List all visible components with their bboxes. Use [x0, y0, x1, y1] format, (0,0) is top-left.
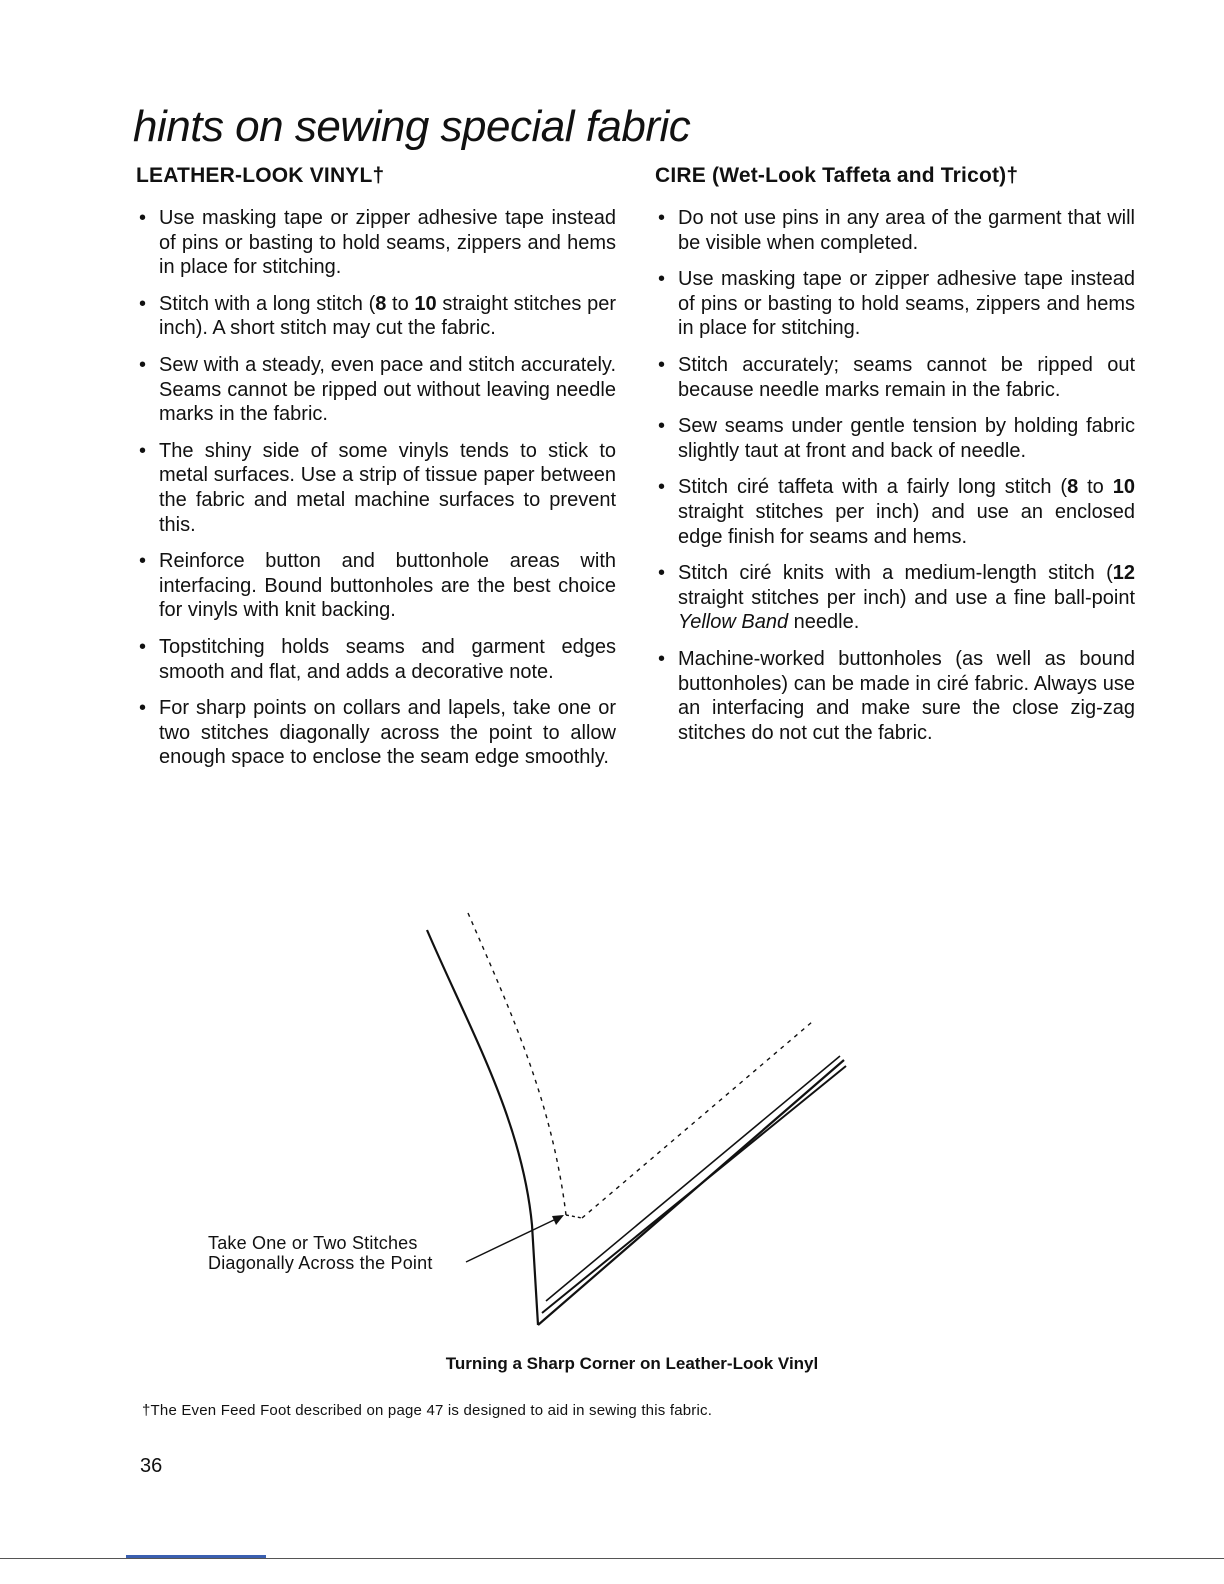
- list-item: • Topstitching holds seams and garment edges smooth and flat, and adds a decorative note.: [136, 635, 616, 684]
- list-item: • Use masking tape or zipper adhesive tape instead of pins or basting to hold seams, zippers and hems in place for stitching.: [655, 267, 1135, 341]
- page-number: 36: [140, 1455, 163, 1477]
- figure-callout: [208, 1233, 433, 1273]
- footnote: †The Even Feed Foot described on page 47 is designed to aid in sewing this fabric.: [142, 1402, 713, 1419]
- list-item: • Sew seams under gentle tension by holding fabric slightly taut at front and back of needle.: [655, 414, 1135, 463]
- list-item: • Stitch accurately; seams cannot be ripped out because needle marks remain in the fabric.: [655, 353, 1135, 402]
- list-item: • Stitch ciré knits with a medium-length stitch (12 straight stitches per inch) and use a fine ball-point Yellow Band needle.: [655, 561, 1135, 635]
- stitch-line-point: [566, 1215, 582, 1218]
- list-item: • Machine-worked buttonholes (as well as bound buttonholes) can be made in ciré fabric. Always use an interfacing and make sure the close zig-zag stitches do not cut the fabric.: [655, 647, 1135, 745]
- bottom-rule: [0, 1558, 1224, 1559]
- figure-caption: Turning a Sharp Corner on Leather-Look Vinyl: [445, 1354, 819, 1373]
- callout-line-2: Diagonally Across the Point: [208, 1253, 433, 1273]
- stitch-line-left: [468, 913, 566, 1215]
- callout-leader-line: [466, 1219, 556, 1262]
- list-item: • Reinforce button and buttonhole areas with interfacing. Bound buttonholes are the best choice for vinyls with knit backing.: [136, 549, 616, 623]
- list-item: • Stitch with a long stitch (8 to 10 straight stitches per inch). A short stitch may cut the fabric.: [136, 292, 616, 341]
- section-heading-vinyl: LEATHER-LOOK VINYL†: [136, 164, 385, 187]
- list-item: • The shiny side of some vinyls tends to stick to metal surfaces. Use a strip of tissue paper between the fabric and metal machine surfaces to prevent this.: [136, 439, 616, 537]
- page-title: hints on sewing special fabric: [133, 102, 691, 151]
- list-item: • Stitch ciré taffeta with a fairly long stitch (8 to 10 straight stitches per inch) and use an enclosed edge finish for seams and hems.: [655, 475, 1135, 549]
- fabric-edge-right-double: [542, 1066, 846, 1313]
- list-item: • For sharp points on collars and lapels, take one or two stitches diagonally across the point to allow enough space to enclose the seam edge smoothly.: [136, 696, 616, 770]
- callout-line-1: Take One or Two Stitches: [208, 1233, 418, 1253]
- list-item: • Sew with a steady, even pace and stitch accurately. Seams cannot be ripped out without leaving needle marks in the fabric.: [136, 353, 616, 427]
- fabric-edge-left: [427, 930, 538, 1325]
- arrowhead: [552, 1215, 564, 1225]
- list-item: • Do not use pins in any area of the garment that will be visible when completed.: [655, 206, 1135, 255]
- section-heading-cire: CIRE (Wet-Look Taffeta and Tricot)†: [655, 164, 1019, 187]
- fabric-edge-right-inner: [546, 1056, 840, 1301]
- list-item: • Use masking tape or zipper adhesive tape instead of pins or basting to hold seams, zippers and hems in place for stitching.: [136, 206, 616, 280]
- bottom-accent-bar: [126, 1555, 266, 1558]
